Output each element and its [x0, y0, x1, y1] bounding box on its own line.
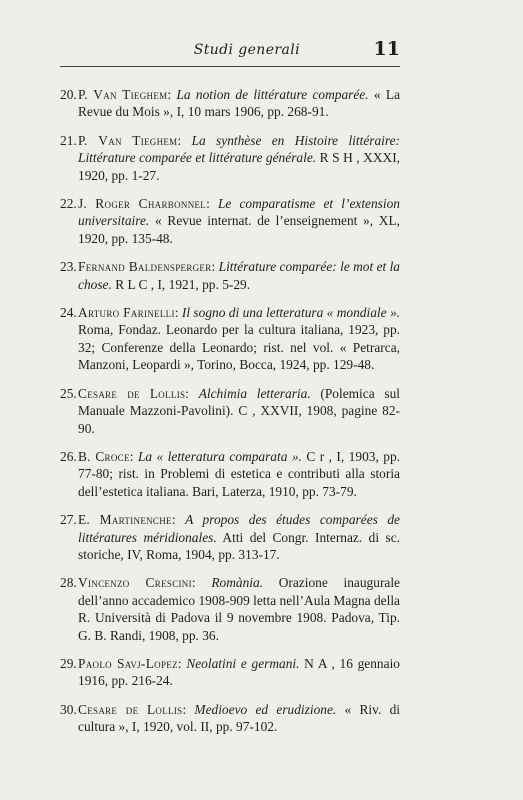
bibliography-entry	[60, 304, 400, 374]
bibliography-entry	[60, 86, 400, 121]
author-name: Fernand Baldensperger	[78, 259, 212, 275]
entry-number: 29.	[60, 655, 77, 671]
publication-details: Orazione inaugurale dell’anno accademico 1908-909 letta nell’Aula Magna della R. Università di Padova il 9 novembre 1908. Padova, Tip. G. B. Randi, 1908, pp. 36.	[78, 575, 401, 643]
bibliography-entry	[60, 132, 400, 184]
separator: :	[191, 575, 212, 591]
bibliography-entry	[60, 655, 400, 690]
author-name: Cesare de Lollis	[78, 701, 183, 717]
bibliography-entry	[60, 701, 400, 736]
publication-details: Roma, Fondaz. Leonardo per la cultura italiana, 1923, pp. 32; Conferenze della Leonardo; rist. nel vol. « Petrarca, Manzoni, Leopardi », Torino, Bocca, 1924, pp. 129-48.	[78, 322, 400, 373]
author-name: Van Tieghem	[98, 132, 178, 148]
running-title: Studi generali	[193, 42, 300, 58]
work-title: Neolatini e germani.	[186, 655, 300, 671]
separator: :	[171, 512, 186, 528]
work-title: Romània.	[211, 575, 264, 591]
entry-number: 27.	[60, 512, 77, 528]
author-initial: E.	[78, 512, 100, 528]
separator: :	[182, 701, 195, 717]
bibliography-entry	[60, 195, 400, 247]
author-initial: J.	[78, 196, 96, 212]
bibliography-entry	[60, 511, 400, 563]
author-initial: P.	[78, 132, 99, 148]
separator: :	[177, 655, 187, 671]
work-title: Medioevo ed erudizione.	[194, 701, 337, 717]
work-title: La synthèse en Histoire littéraire: Littérature comparée et littérature générale.	[78, 132, 401, 166]
entry-number: 24.	[60, 305, 77, 321]
separator: :	[177, 132, 192, 148]
publication-details: R L C , I, 1921, pp. 5-29.	[111, 276, 251, 292]
separator: :	[129, 448, 138, 464]
work-title: Il sogno di una letteratura « mondiale ».	[181, 305, 400, 321]
publication-details: (Polemica sul Manuale Mazzoni-Pavolini). C , XXVII, 1908, pagine 82-90.	[78, 385, 400, 436]
entry-number: 21.	[60, 132, 77, 148]
author-name: Croce	[95, 448, 130, 464]
bibliography-entry	[60, 385, 400, 437]
author-name: Martinenche	[99, 512, 172, 528]
work-title: Littérature comparée: le mot et la chose.	[78, 259, 401, 292]
entry-number: 22.	[60, 196, 77, 212]
entry-number: 30.	[60, 701, 77, 717]
publication-details: R S H , XXXI, 1920, pp. 1-27.	[78, 150, 400, 183]
publication-details: « La Revue du Mois », I, 10 mars 1906, pp. 268-91.	[78, 87, 401, 120]
separator: :	[211, 259, 219, 275]
author-name: Paolo Savj-Lopez	[78, 655, 178, 671]
author-initial: P.	[78, 87, 94, 102]
separator: :	[185, 385, 199, 401]
separator: :	[206, 196, 218, 212]
author-name: Arturo Farinelli	[78, 305, 175, 321]
entry-number: 25.	[60, 385, 77, 401]
author-name: Van Tieghem	[93, 87, 168, 102]
publication-details: C r , I, 1903, pp. 77-80; rist. in Problemi di estetica e contributi alla storia dell’estetica italiana. Bari, Laterza, 1910, pp. 73-79.	[78, 448, 400, 499]
publication-details: « Riv. di cultura », I, 1920, vol. II, pp. 97-102.	[78, 701, 400, 735]
work-title: Le comparatisme et l’extension universitaire.	[78, 196, 401, 229]
entry-number: 26.	[60, 448, 77, 464]
entry-number: 20.	[60, 87, 77, 102]
work-title: A propos des études comparées de littératures méridionales.	[78, 512, 401, 545]
page-header	[60, 40, 400, 67]
publication-details: Atti del Congr. Internaz. di sc. storiche, IV, Roma, 1904, pp. 313-17.	[78, 529, 401, 562]
author-name: Cesare de Lollis	[78, 385, 186, 401]
entry-number: 28.	[60, 575, 77, 591]
bibliography-entry	[60, 448, 400, 500]
work-title: La « letteratura comparata ».	[137, 448, 302, 464]
bibliography-entry	[60, 258, 400, 293]
author-name: Vincenzo Crescini	[78, 575, 192, 591]
author-name: Roger Charbonnel	[95, 196, 207, 212]
bibliography-list	[60, 86, 400, 747]
publication-details: « Revue internat. de l’enseignement », XL, 1920, pp. 135-48.	[78, 213, 400, 246]
author-initial: B.	[78, 448, 96, 464]
work-title: La notion de littérature comparée.	[176, 87, 369, 102]
page-number: 11	[373, 38, 400, 60]
entry-number: 23.	[60, 259, 77, 275]
bibliography-entry	[60, 574, 400, 644]
separator: :	[174, 305, 182, 321]
publication-details: N A , 16 gennaio 1916, pp. 216-24.	[78, 655, 400, 689]
work-title: Alchimia letteraria.	[198, 385, 311, 401]
separator: :	[167, 87, 177, 102]
